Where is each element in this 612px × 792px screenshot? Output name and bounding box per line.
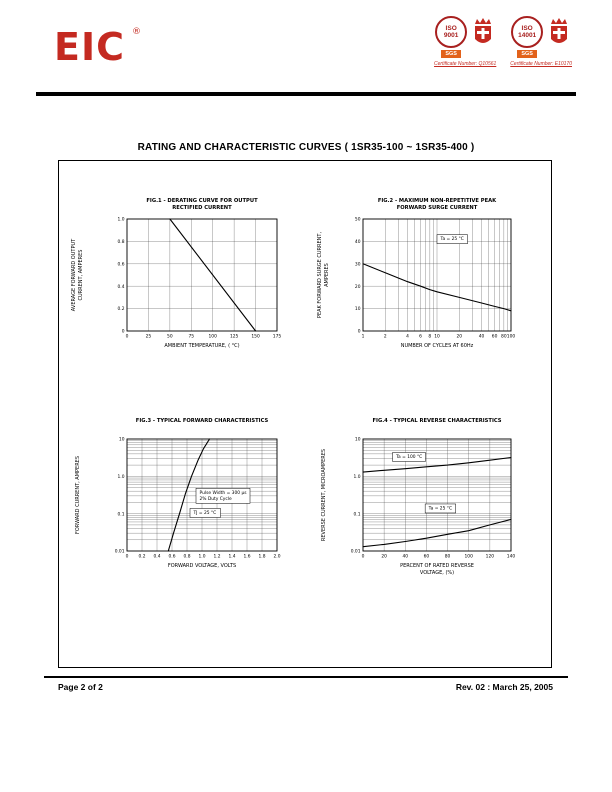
svg-text:0.01: 0.01 — [350, 549, 361, 555]
svg-text:0.6: 0.6 — [168, 554, 176, 560]
svg-text:Ta = 25 °C: Ta = 25 °C — [440, 237, 464, 243]
svg-text:10: 10 — [118, 437, 125, 443]
svg-text:20: 20 — [354, 284, 361, 290]
svg-text:50: 50 — [354, 217, 361, 223]
svg-text:0.1: 0.1 — [117, 512, 125, 518]
svg-text:FIG.1 - DERATING CURVE FOR OUT: FIG.1 - DERATING CURVE FOR OUTPUT — [146, 198, 258, 204]
svg-text:2% Duty Cycle: 2% Duty Cycle — [199, 496, 232, 502]
svg-text:140: 140 — [506, 554, 516, 560]
certificate-number: Certificate Number: E10170 — [510, 61, 572, 67]
svg-text:VOLTAGE, (%): VOLTAGE, (%) — [419, 570, 455, 576]
svg-text:6: 6 — [419, 334, 422, 340]
svg-text:0.01: 0.01 — [114, 549, 125, 555]
svg-text:0: 0 — [361, 554, 365, 560]
svg-text:1.0: 1.0 — [117, 217, 125, 223]
svg-text:FORWARD SURGE CURRENT: FORWARD SURGE CURRENT — [396, 205, 478, 211]
svg-text:0.2: 0.2 — [138, 554, 146, 560]
page-number: Page 2 of 2 — [58, 682, 103, 692]
iso9001-badge — [434, 16, 496, 67]
svg-text:0: 0 — [125, 554, 129, 560]
svg-text:0: 0 — [357, 329, 361, 335]
svg-text:40: 40 — [354, 240, 361, 245]
svg-text:1.0: 1.0 — [353, 474, 361, 480]
svg-text:10: 10 — [434, 334, 440, 340]
svg-text:100: 100 — [208, 334, 217, 340]
svg-text:AMPERES: AMPERES — [324, 263, 330, 287]
crown-shield-icon — [547, 16, 571, 52]
svg-text:AMBIENT TEMPERATURE, ( °C): AMBIENT TEMPERATURE, ( °C) — [164, 343, 240, 349]
iso-number: 9001 — [443, 32, 459, 39]
svg-text:0: 0 — [125, 334, 129, 340]
certification-badges — [434, 16, 572, 67]
svg-text:100: 100 — [464, 554, 473, 560]
svg-text:20: 20 — [381, 554, 387, 560]
svg-text:0.4: 0.4 — [153, 554, 161, 560]
svg-text:80: 80 — [501, 334, 507, 340]
crown-shield-icon — [471, 16, 495, 52]
svg-text:PERCENT OF RATED REVERSE: PERCENT OF RATED REVERSE — [400, 563, 474, 569]
fig3-forward-characteristics-chart — [65, 413, 315, 603]
svg-text:10: 10 — [354, 307, 361, 313]
svg-text:50: 50 — [167, 334, 173, 340]
svg-text:60: 60 — [423, 554, 430, 560]
svg-text:1.0: 1.0 — [117, 474, 125, 480]
svg-text:1.6: 1.6 — [243, 554, 251, 560]
svg-text:40: 40 — [478, 334, 485, 340]
certificate-number: Certificate Number: Q10561 — [434, 61, 497, 67]
registered-mark-icon: ® — [132, 27, 141, 37]
svg-text:30: 30 — [354, 262, 361, 268]
iso-label: ISO — [521, 25, 533, 32]
svg-text:FORWARD VOLTAGE, VOLTS: FORWARD VOLTAGE, VOLTS — [167, 563, 237, 569]
sgs-logo: SGS — [441, 50, 461, 58]
svg-text:25: 25 — [145, 334, 152, 340]
fig2-surge-current-chart — [311, 193, 547, 383]
svg-text:100: 100 — [506, 334, 516, 340]
sgs-logo: SGS — [517, 50, 537, 58]
svg-text:80: 80 — [444, 554, 451, 560]
svg-text:40: 40 — [402, 554, 409, 560]
iso-number: 14001 — [518, 32, 537, 39]
svg-text:0: 0 — [121, 329, 125, 335]
footer — [58, 682, 553, 692]
svg-text:120: 120 — [485, 554, 495, 560]
svg-text:2.0: 2.0 — [273, 554, 281, 560]
svg-text:125: 125 — [229, 334, 239, 340]
svg-text:60: 60 — [491, 334, 498, 340]
eic-logo — [54, 22, 150, 72]
svg-text:20: 20 — [456, 334, 463, 340]
svg-text:4: 4 — [406, 334, 409, 340]
svg-text:75: 75 — [188, 334, 195, 340]
fig1-derating-curve-chart — [65, 193, 315, 383]
svg-text:0.1: 0.1 — [353, 512, 361, 518]
svg-text:1.8: 1.8 — [258, 554, 266, 560]
fig4-reverse-characteristics-chart — [311, 413, 547, 603]
svg-text:Pulse Width = 300 μs: Pulse Width = 300 μs — [199, 490, 247, 496]
svg-text:FIG.2 - MAXIMUM NON-REPETITIVE: FIG.2 - MAXIMUM NON-REPETITIVE PEAK — [377, 198, 497, 204]
svg-text:FORWARD CURRENT, AMPERES: FORWARD CURRENT, AMPERES — [75, 455, 81, 535]
svg-text:1.0: 1.0 — [198, 554, 206, 560]
svg-text:0.8: 0.8 — [117, 240, 125, 245]
svg-text:1.2: 1.2 — [213, 554, 221, 560]
iso9001-seal-icon — [435, 16, 467, 48]
svg-text:175: 175 — [272, 334, 282, 340]
iso14001-badge — [510, 16, 572, 67]
revision-date: Rev. 02 : March 25, 2005 — [455, 682, 553, 692]
svg-text:TJ = 25 °C: TJ = 25 °C — [193, 510, 217, 516]
footer-divider — [44, 676, 568, 678]
svg-text:REVERSE CURRENT, MICROAMPERES: REVERSE CURRENT, MICROAMPERES — [321, 448, 327, 542]
header-divider — [36, 92, 576, 96]
svg-text:CURRENT, AMPERES: CURRENT, AMPERES — [78, 249, 84, 301]
svg-text:0.8: 0.8 — [183, 554, 191, 560]
svg-text:8: 8 — [428, 334, 432, 340]
svg-text:0.4: 0.4 — [117, 284, 125, 290]
svg-text:FIG.4 - TYPICAL REVERSE CHARAC: FIG.4 - TYPICAL REVERSE CHARACTERISTICS — [372, 418, 502, 424]
svg-text:1.4: 1.4 — [228, 554, 236, 560]
iso14001-seal-icon — [511, 16, 543, 48]
svg-text:Ta = 25 °C: Ta = 25 °C — [428, 506, 453, 512]
iso-label: ISO — [445, 25, 457, 32]
svg-text:Ta = 100 °C: Ta = 100 °C — [396, 454, 423, 460]
charts-frame — [58, 160, 552, 668]
svg-text:150: 150 — [251, 334, 260, 340]
svg-text:1: 1 — [361, 334, 365, 340]
logo-text: EIC — [54, 25, 125, 69]
svg-text:0.2: 0.2 — [117, 307, 125, 313]
svg-text:0.6: 0.6 — [117, 262, 125, 268]
page-title: RATING AND CHARACTERISTIC CURVES ( 1SR35-100 ~ 1SR35-400 ) — [137, 142, 475, 153]
svg-text:AVERAGE FORWARD OUTPUT: AVERAGE FORWARD OUTPUT — [71, 238, 77, 312]
svg-text:PEAK FORWARD SURGE CURRENT,: PEAK FORWARD SURGE CURRENT, — [317, 231, 323, 319]
svg-text:RECTIFIED CURRENT: RECTIFIED CURRENT — [172, 205, 232, 211]
svg-text:10: 10 — [354, 437, 361, 443]
svg-text:FIG.3 - TYPICAL FORWARD CHARAC: FIG.3 - TYPICAL FORWARD CHARACTERISTICS — [135, 418, 269, 424]
svg-text:2: 2 — [383, 334, 387, 340]
svg-text:NUMBER OF CYCLES AT 60Hz: NUMBER OF CYCLES AT 60Hz — [400, 343, 474, 349]
